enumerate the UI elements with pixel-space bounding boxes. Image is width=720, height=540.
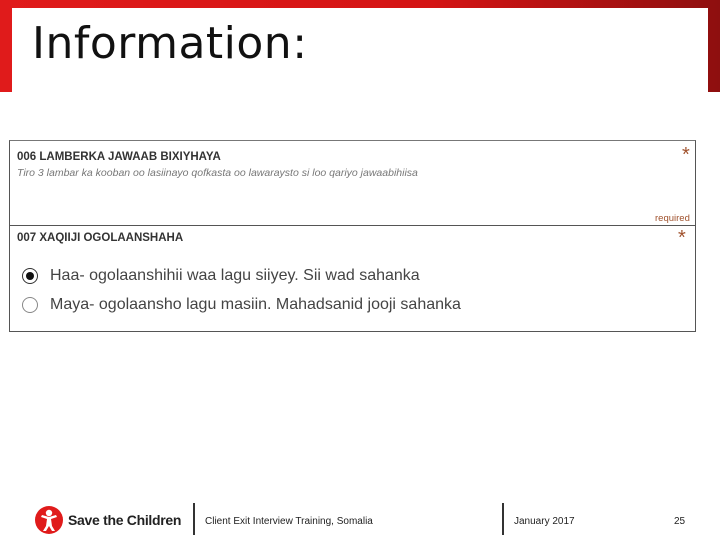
required-asterisk: * <box>678 227 686 249</box>
required-asterisk: * <box>682 144 690 166</box>
question-006-hint: Tiro 3 lambar ka kooban oo lasiinayo qofkasta oo lawaraysto si loo qariyo jawaabihiisa <box>17 167 418 179</box>
consent-option-yes[interactable] <box>22 266 420 286</box>
save-the-children-figure-icon <box>34 505 64 535</box>
question-007-label: 007 XAQIIJI OGOLAANSHAHA <box>17 232 184 244</box>
consent-option-no[interactable] <box>22 295 461 315</box>
option-label: Haa- ogolaanshihii waa lagu siiyey. Sii wad sahanka <box>50 267 420 284</box>
footer-training-name: Client Exit Interview Training, Somalia <box>205 516 373 527</box>
save-the-children-logo <box>34 505 181 535</box>
radio-unselected-icon[interactable] <box>22 297 38 313</box>
footer-date: January 2017 <box>514 516 575 527</box>
slide-title: Information: <box>32 18 308 69</box>
page-number: 25 <box>674 516 686 527</box>
question-divider <box>9 225 696 226</box>
option-label: Maya- ogolaansho lagu masiin. Mahadsanid jooji sahanka <box>50 296 461 313</box>
question-006-label: 006 LAMBERKA JAWAAB BIXIYHAYA <box>17 151 221 163</box>
radio-selected-icon[interactable] <box>22 268 38 284</box>
required-label: required <box>655 213 690 224</box>
logo-wordmark: Save the Children <box>68 512 182 528</box>
footer-divider <box>193 503 195 535</box>
footer-divider <box>502 503 504 535</box>
